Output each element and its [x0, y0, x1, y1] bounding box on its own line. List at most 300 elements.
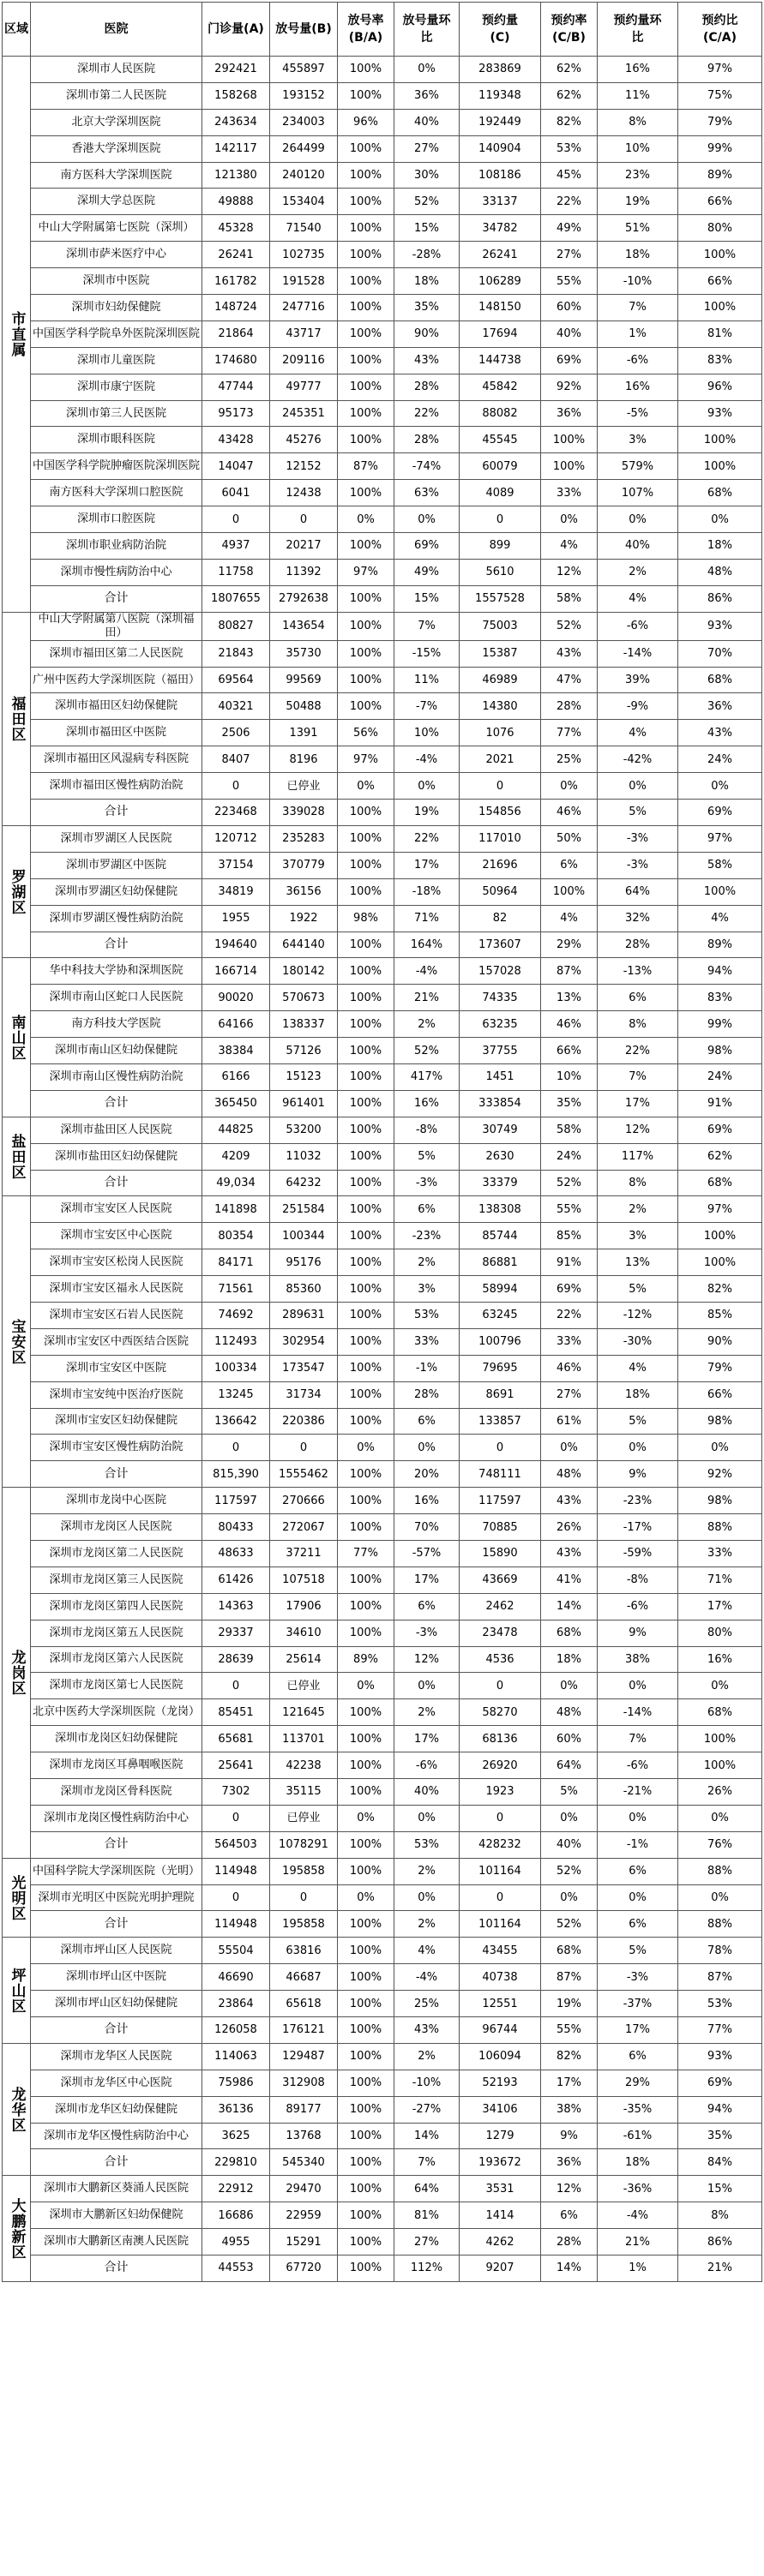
- value-cell: -37%: [598, 1991, 678, 2017]
- value-cell: 33137: [460, 189, 541, 215]
- hospital-name-cell: 深圳市大鹏新区葵涌人民医院: [31, 2176, 202, 2202]
- table-row: [3, 720, 762, 746]
- value-cell: 85%: [541, 1223, 598, 1249]
- value-cell: 191528: [270, 268, 338, 295]
- subtotal-value-cell: 101164: [460, 1911, 541, 1938]
- value-cell: 98%: [678, 1488, 762, 1514]
- value-cell: 100%: [678, 878, 762, 905]
- value-cell: 58%: [678, 852, 762, 878]
- value-cell: 37211: [270, 1540, 338, 1567]
- value-cell: 2%: [394, 2043, 460, 2070]
- value-cell: 83%: [678, 347, 762, 374]
- subtotal-row: [3, 1461, 762, 1488]
- value-cell: -3%: [394, 1620, 460, 1646]
- region-cell: 罗湖区: [3, 825, 31, 957]
- value-cell: 234003: [270, 109, 338, 135]
- table-row: [3, 559, 762, 585]
- value-cell: 79695: [460, 1355, 541, 1381]
- value-cell: 2%: [394, 1858, 460, 1884]
- hospital-name-cell: 深圳市盐田区妇幼保健院: [31, 1143, 202, 1170]
- subtotal-label: 合计: [31, 1461, 202, 1488]
- value-cell: 117010: [460, 825, 541, 852]
- value-cell: 16%: [598, 374, 678, 400]
- value-cell: 68%: [541, 1620, 598, 1646]
- value-cell: -1%: [394, 1355, 460, 1381]
- hospital-name-cell: 深圳市人民医院: [31, 57, 202, 83]
- value-cell: 45276: [270, 427, 338, 453]
- value-cell: 64%: [598, 878, 678, 905]
- value-cell: 247716: [270, 295, 338, 321]
- value-cell: 107518: [270, 1567, 338, 1593]
- table-row: [3, 2096, 762, 2123]
- value-cell: -74%: [394, 453, 460, 480]
- value-cell: 0%: [598, 1435, 678, 1461]
- hospital-name-cell: 深圳市眼科医院: [31, 427, 202, 453]
- value-cell: 166714: [202, 958, 270, 985]
- value-cell: 15%: [678, 2176, 762, 2202]
- value-cell: 46690: [202, 1964, 270, 1991]
- value-cell: 42238: [270, 1752, 338, 1779]
- value-cell: -9%: [598, 693, 678, 720]
- value-cell: 100%: [338, 1328, 394, 1355]
- value-cell: 17%: [394, 1567, 460, 1593]
- hospital-name-cell: 深圳市龙岗区人民医院: [31, 1514, 202, 1541]
- hospital-name-cell: 深圳市龙岗中心医院: [31, 1488, 202, 1514]
- value-cell: 28%: [394, 427, 460, 453]
- value-cell: -8%: [394, 1117, 460, 1143]
- table-row: [3, 347, 762, 374]
- value-cell: 60%: [541, 295, 598, 321]
- value-cell: 40321: [202, 693, 270, 720]
- value-cell: 4%: [541, 905, 598, 932]
- header-row: [3, 3, 762, 57]
- value-cell: 1451: [460, 1063, 541, 1090]
- subtotal-value-cell: 77%: [678, 2017, 762, 2044]
- value-cell: 23%: [598, 162, 678, 189]
- region-cell: 福田区: [3, 612, 31, 825]
- value-cell: 2%: [394, 1249, 460, 1276]
- value-cell: -30%: [598, 1328, 678, 1355]
- value-cell: -18%: [394, 878, 460, 905]
- value-cell: -15%: [394, 640, 460, 667]
- column-header: 放号率 (B/A): [338, 3, 394, 57]
- subtotal-label: 合计: [31, 1170, 202, 1196]
- value-cell: 5610: [460, 559, 541, 585]
- value-cell: 11%: [598, 82, 678, 109]
- table-row: [3, 1223, 762, 1249]
- value-cell: 100%: [541, 878, 598, 905]
- value-cell: 17%: [394, 1726, 460, 1752]
- table-row: [3, 958, 762, 985]
- value-cell: 80%: [678, 215, 762, 242]
- value-cell: 9%: [598, 1620, 678, 1646]
- value-cell: 43%: [541, 640, 598, 667]
- value-cell: 69%: [678, 2070, 762, 2096]
- column-header: 放号量环 比: [394, 3, 460, 57]
- table-row: [3, 2070, 762, 2096]
- value-cell: 0%: [338, 773, 394, 800]
- region-cell: 大鹏新区: [3, 2176, 31, 2282]
- column-header: 区域: [3, 3, 31, 57]
- value-cell: 95173: [202, 400, 270, 427]
- value-cell: 82: [460, 905, 541, 932]
- subtotal-row: [3, 2149, 762, 2176]
- value-cell: 69%: [678, 1117, 762, 1143]
- table-row: [3, 852, 762, 878]
- subtotal-value-cell: 1807655: [202, 585, 270, 612]
- value-cell: 68%: [541, 1938, 598, 1964]
- value-cell: 100%: [338, 1938, 394, 1964]
- value-cell: 10%: [394, 720, 460, 746]
- value-cell: 43455: [460, 1938, 541, 1964]
- hospital-name-cell: 深圳市大鹏新区南澳人民医院: [31, 2229, 202, 2255]
- value-cell: 0%: [678, 773, 762, 800]
- value-cell: 100%: [338, 2096, 394, 2123]
- subtotal-value-cell: 68%: [678, 1170, 762, 1196]
- value-cell: 100%: [338, 985, 394, 1011]
- value-cell: 3625: [202, 2123, 270, 2149]
- value-cell: 100%: [338, 667, 394, 693]
- value-cell: 10%: [598, 135, 678, 162]
- value-cell: 100%: [338, 1620, 394, 1646]
- value-cell: 63%: [394, 480, 460, 506]
- region-cell: 坪山区: [3, 1938, 31, 2044]
- value-cell: 245351: [270, 400, 338, 427]
- value-cell: 16%: [598, 57, 678, 83]
- value-cell: 33%: [541, 1328, 598, 1355]
- value-cell: 100%: [338, 2202, 394, 2229]
- value-cell: 27%: [541, 242, 598, 268]
- value-cell: 25%: [541, 746, 598, 773]
- value-cell: 100%: [338, 1991, 394, 2017]
- value-cell: 100%: [338, 2070, 394, 2096]
- subtotal-value-cell: 17%: [598, 2017, 678, 2044]
- value-cell: 71%: [678, 1567, 762, 1593]
- value-cell: 112493: [202, 1328, 270, 1355]
- value-cell: 99%: [678, 1011, 762, 1038]
- value-cell: 0%: [394, 773, 460, 800]
- value-cell: 28%: [541, 2229, 598, 2255]
- value-cell: 61%: [541, 1408, 598, 1435]
- value-cell: 30749: [460, 1117, 541, 1143]
- value-cell: 100%: [338, 1726, 394, 1752]
- value-cell: 120712: [202, 825, 270, 852]
- value-cell: 18%: [394, 268, 460, 295]
- value-cell: 114063: [202, 2043, 270, 2070]
- subtotal-label: 合计: [31, 932, 202, 958]
- table-row: [3, 162, 762, 189]
- value-cell: 370779: [270, 852, 338, 878]
- table-row: [3, 242, 762, 268]
- subtotal-value-cell: 89%: [678, 932, 762, 958]
- hospital-name-cell: 中山大学附属第八医院（深圳福田）: [31, 612, 202, 640]
- value-cell: 100%: [338, 1567, 394, 1593]
- value-cell: -3%: [598, 825, 678, 852]
- value-cell: 18%: [598, 242, 678, 268]
- value-cell: 7%: [598, 295, 678, 321]
- table-row: [3, 453, 762, 480]
- value-cell: 3%: [598, 427, 678, 453]
- value-cell: 15%: [394, 215, 460, 242]
- column-header: 门诊量(A): [202, 3, 270, 57]
- value-cell: 6%: [541, 2202, 598, 2229]
- value-cell: 45%: [541, 162, 598, 189]
- table-row: [3, 746, 762, 773]
- value-cell: 90%: [678, 1328, 762, 1355]
- table-row: [3, 2123, 762, 2149]
- value-cell: 90%: [394, 321, 460, 347]
- subtotal-value-cell: 164%: [394, 932, 460, 958]
- subtotal-value-cell: 100%: [338, 585, 394, 612]
- value-cell: 53%: [678, 1991, 762, 2017]
- subtotal-row: [3, 2017, 762, 2044]
- table-row: [3, 985, 762, 1011]
- value-cell: 75003: [460, 612, 541, 640]
- value-cell: 35%: [394, 295, 460, 321]
- hospital-name-cell: 深圳市龙岗区慢性病防治中心: [31, 1805, 202, 1831]
- value-cell: 2%: [598, 559, 678, 585]
- value-cell: 283869: [460, 57, 541, 83]
- value-cell: 18%: [678, 533, 762, 560]
- value-cell: 40%: [541, 321, 598, 347]
- table-row: [3, 640, 762, 667]
- value-cell: 63816: [270, 1938, 338, 1964]
- value-cell: 100%: [338, 852, 394, 878]
- value-cell: 26241: [460, 242, 541, 268]
- value-cell: 0: [202, 1884, 270, 1911]
- value-cell: 2630: [460, 1143, 541, 1170]
- value-cell: 141898: [202, 1196, 270, 1223]
- value-cell: 71561: [202, 1276, 270, 1303]
- value-cell: -14%: [598, 640, 678, 667]
- value-cell: 58994: [460, 1276, 541, 1303]
- value-cell: 100%: [338, 1408, 394, 1435]
- value-cell: 86881: [460, 1249, 541, 1276]
- value-cell: 143654: [270, 612, 338, 640]
- value-cell: 45545: [460, 427, 541, 453]
- table-row: [3, 268, 762, 295]
- value-cell: 43%: [394, 347, 460, 374]
- hospital-name-cell: 深圳市坪山区中医院: [31, 1964, 202, 1991]
- value-cell: 100%: [338, 2043, 394, 2070]
- value-cell: 8%: [678, 2202, 762, 2229]
- value-cell: 30%: [394, 162, 460, 189]
- value-cell: 52%: [541, 612, 598, 640]
- column-header: 预约率 (C/B): [541, 3, 598, 57]
- table-row: [3, 135, 762, 162]
- value-cell: 97%: [338, 746, 394, 773]
- value-cell: 0%: [598, 1884, 678, 1911]
- subtotal-value-cell: 748111: [460, 1461, 541, 1488]
- subtotal-value-cell: 229810: [202, 2149, 270, 2176]
- value-cell: 21864: [202, 321, 270, 347]
- value-cell: 43%: [541, 1540, 598, 1567]
- value-cell: 34106: [460, 2096, 541, 2123]
- subtotal-value-cell: 9207: [460, 2255, 541, 2282]
- subtotal-value-cell: 193672: [460, 2149, 541, 2176]
- hospital-name-cell: 深圳市口腔医院: [31, 506, 202, 533]
- hospital-name-cell: 深圳市宝安区中西医结合医院: [31, 1328, 202, 1355]
- value-cell: 35%: [678, 2123, 762, 2149]
- value-cell: 22%: [598, 1038, 678, 1064]
- value-cell: 100%: [678, 453, 762, 480]
- value-cell: 157028: [460, 958, 541, 985]
- value-cell: 23478: [460, 1620, 541, 1646]
- subtotal-value-cell: 114948: [202, 1911, 270, 1938]
- value-cell: 12152: [270, 453, 338, 480]
- value-cell: 21696: [460, 852, 541, 878]
- value-cell: 68%: [678, 1699, 762, 1726]
- hospital-name-cell: 深圳市罗湖区中医院: [31, 852, 202, 878]
- value-cell: 9%: [541, 2123, 598, 2149]
- value-cell: 8691: [460, 1381, 541, 1408]
- value-cell: 39%: [598, 667, 678, 693]
- table-row: [3, 1514, 762, 1541]
- subtotal-value-cell: 96744: [460, 2017, 541, 2044]
- table-row: [3, 1355, 762, 1381]
- value-cell: 101164: [460, 1858, 541, 1884]
- value-cell: 34610: [270, 1620, 338, 1646]
- value-cell: 106094: [460, 2043, 541, 2070]
- value-cell: 80354: [202, 1223, 270, 1249]
- value-cell: 129487: [270, 2043, 338, 2070]
- value-cell: 100%: [338, 612, 394, 640]
- value-cell: 66%: [678, 189, 762, 215]
- value-cell: 89%: [678, 162, 762, 189]
- value-cell: 12551: [460, 1991, 541, 2017]
- subtotal-value-cell: 1555462: [270, 1461, 338, 1488]
- subtotal-label: 合计: [31, 2149, 202, 2176]
- table-row: [3, 427, 762, 453]
- value-cell: 38%: [541, 2096, 598, 2123]
- subtotal-value-cell: 29%: [541, 932, 598, 958]
- subtotal-value-cell: 36%: [541, 2149, 598, 2176]
- hospital-name-cell: 深圳市宝安区中心医院: [31, 1223, 202, 1249]
- value-cell: 100344: [270, 1223, 338, 1249]
- value-cell: -4%: [598, 2202, 678, 2229]
- value-cell: 108186: [460, 162, 541, 189]
- value-cell: 97%: [678, 825, 762, 852]
- value-cell: 0: [460, 1884, 541, 1911]
- value-cell: 100334: [202, 1355, 270, 1381]
- table-row: [3, 374, 762, 400]
- value-cell: 85744: [460, 1223, 541, 1249]
- hospital-name-cell: 北京中医药大学深圳医院（龙岗）: [31, 1699, 202, 1726]
- hospital-name-cell: 深圳市慢性病防治中心: [31, 559, 202, 585]
- hospital-name-cell: 深圳市光明区中医院光明护理院: [31, 1884, 202, 1911]
- value-cell: 8%: [598, 1011, 678, 1038]
- value-cell: 100%: [338, 1488, 394, 1514]
- value-cell: 82%: [541, 2043, 598, 2070]
- value-cell: 49%: [541, 215, 598, 242]
- table-row: [3, 1991, 762, 2017]
- subtotal-value-cell: -3%: [394, 1170, 460, 1196]
- table-row: [3, 1143, 762, 1170]
- value-cell: 65681: [202, 1726, 270, 1752]
- hospital-name-cell: 深圳市康宁医院: [31, 374, 202, 400]
- value-cell: 240120: [270, 162, 338, 189]
- subtotal-value-cell: 55%: [541, 2017, 598, 2044]
- value-cell: 55%: [541, 268, 598, 295]
- value-cell: 148150: [460, 295, 541, 321]
- value-cell: 1923: [460, 1779, 541, 1806]
- table-row: [3, 2176, 762, 2202]
- value-cell: 15890: [460, 1540, 541, 1567]
- value-cell: 100796: [460, 1328, 541, 1355]
- value-cell: 100%: [338, 1223, 394, 1249]
- value-cell: -14%: [598, 1699, 678, 1726]
- value-cell: 27%: [394, 2229, 460, 2255]
- table-row: [3, 667, 762, 693]
- value-cell: 66%: [678, 268, 762, 295]
- value-cell: 25641: [202, 1752, 270, 1779]
- subtotal-value-cell: 564503: [202, 1831, 270, 1858]
- value-cell: 94%: [678, 2096, 762, 2123]
- table-row: [3, 506, 762, 533]
- hospital-name-cell: 深圳市龙岗区第五人民医院: [31, 1620, 202, 1646]
- value-cell: -12%: [598, 1302, 678, 1328]
- value-cell: 2021: [460, 746, 541, 773]
- value-cell: -36%: [598, 2176, 678, 2202]
- value-cell: 6%: [541, 852, 598, 878]
- value-cell: 25614: [270, 1646, 338, 1673]
- value-cell: 82%: [541, 109, 598, 135]
- value-cell: 100%: [338, 1381, 394, 1408]
- column-header: 预约量 (C): [460, 3, 541, 57]
- value-cell: 22%: [394, 825, 460, 852]
- hospital-name-cell: 深圳市龙岗区第七人民医院: [31, 1673, 202, 1699]
- value-cell: 49777: [270, 374, 338, 400]
- value-cell: 94%: [678, 958, 762, 985]
- value-cell: -23%: [394, 1223, 460, 1249]
- table-row: [3, 1726, 762, 1752]
- value-cell: 3531: [460, 2176, 541, 2202]
- value-cell: 33%: [394, 1328, 460, 1355]
- hospital-name-cell: 深圳市龙华区慢性病防治中心: [31, 2123, 202, 2149]
- subtotal-value-cell: 14%: [541, 2255, 598, 2282]
- value-cell: 5%: [598, 1276, 678, 1303]
- subtotal-value-cell: 100%: [338, 1090, 394, 1117]
- value-cell: 6041: [202, 480, 270, 506]
- value-cell: 1279: [460, 2123, 541, 2149]
- value-cell: 100%: [338, 480, 394, 506]
- subtotal-value-cell: 100%: [338, 2149, 394, 2176]
- hospital-name-cell: 深圳市龙华区中心医院: [31, 2070, 202, 2096]
- column-header: 放号量(B): [270, 3, 338, 57]
- subtotal-label: 合计: [31, 800, 202, 826]
- value-cell: -4%: [394, 958, 460, 985]
- value-cell: 2%: [394, 1011, 460, 1038]
- value-cell: 37755: [460, 1038, 541, 1064]
- value-cell: 0%: [678, 1805, 762, 1831]
- value-cell: 4536: [460, 1646, 541, 1673]
- value-cell: 28%: [394, 1381, 460, 1408]
- value-cell: 88082: [460, 400, 541, 427]
- table-row: [3, 1673, 762, 1699]
- value-cell: 1955: [202, 905, 270, 932]
- value-cell: 41%: [541, 1567, 598, 1593]
- value-cell: 87%: [338, 453, 394, 480]
- value-cell: 21843: [202, 640, 270, 667]
- value-cell: 53%: [394, 1302, 460, 1328]
- value-cell: 8%: [598, 109, 678, 135]
- value-cell: 113701: [270, 1726, 338, 1752]
- value-cell: 15291: [270, 2229, 338, 2255]
- value-cell: 100%: [678, 1223, 762, 1249]
- value-cell: 52%: [541, 1858, 598, 1884]
- value-cell: 70%: [394, 1514, 460, 1541]
- subtotal-value-cell: 5%: [598, 800, 678, 826]
